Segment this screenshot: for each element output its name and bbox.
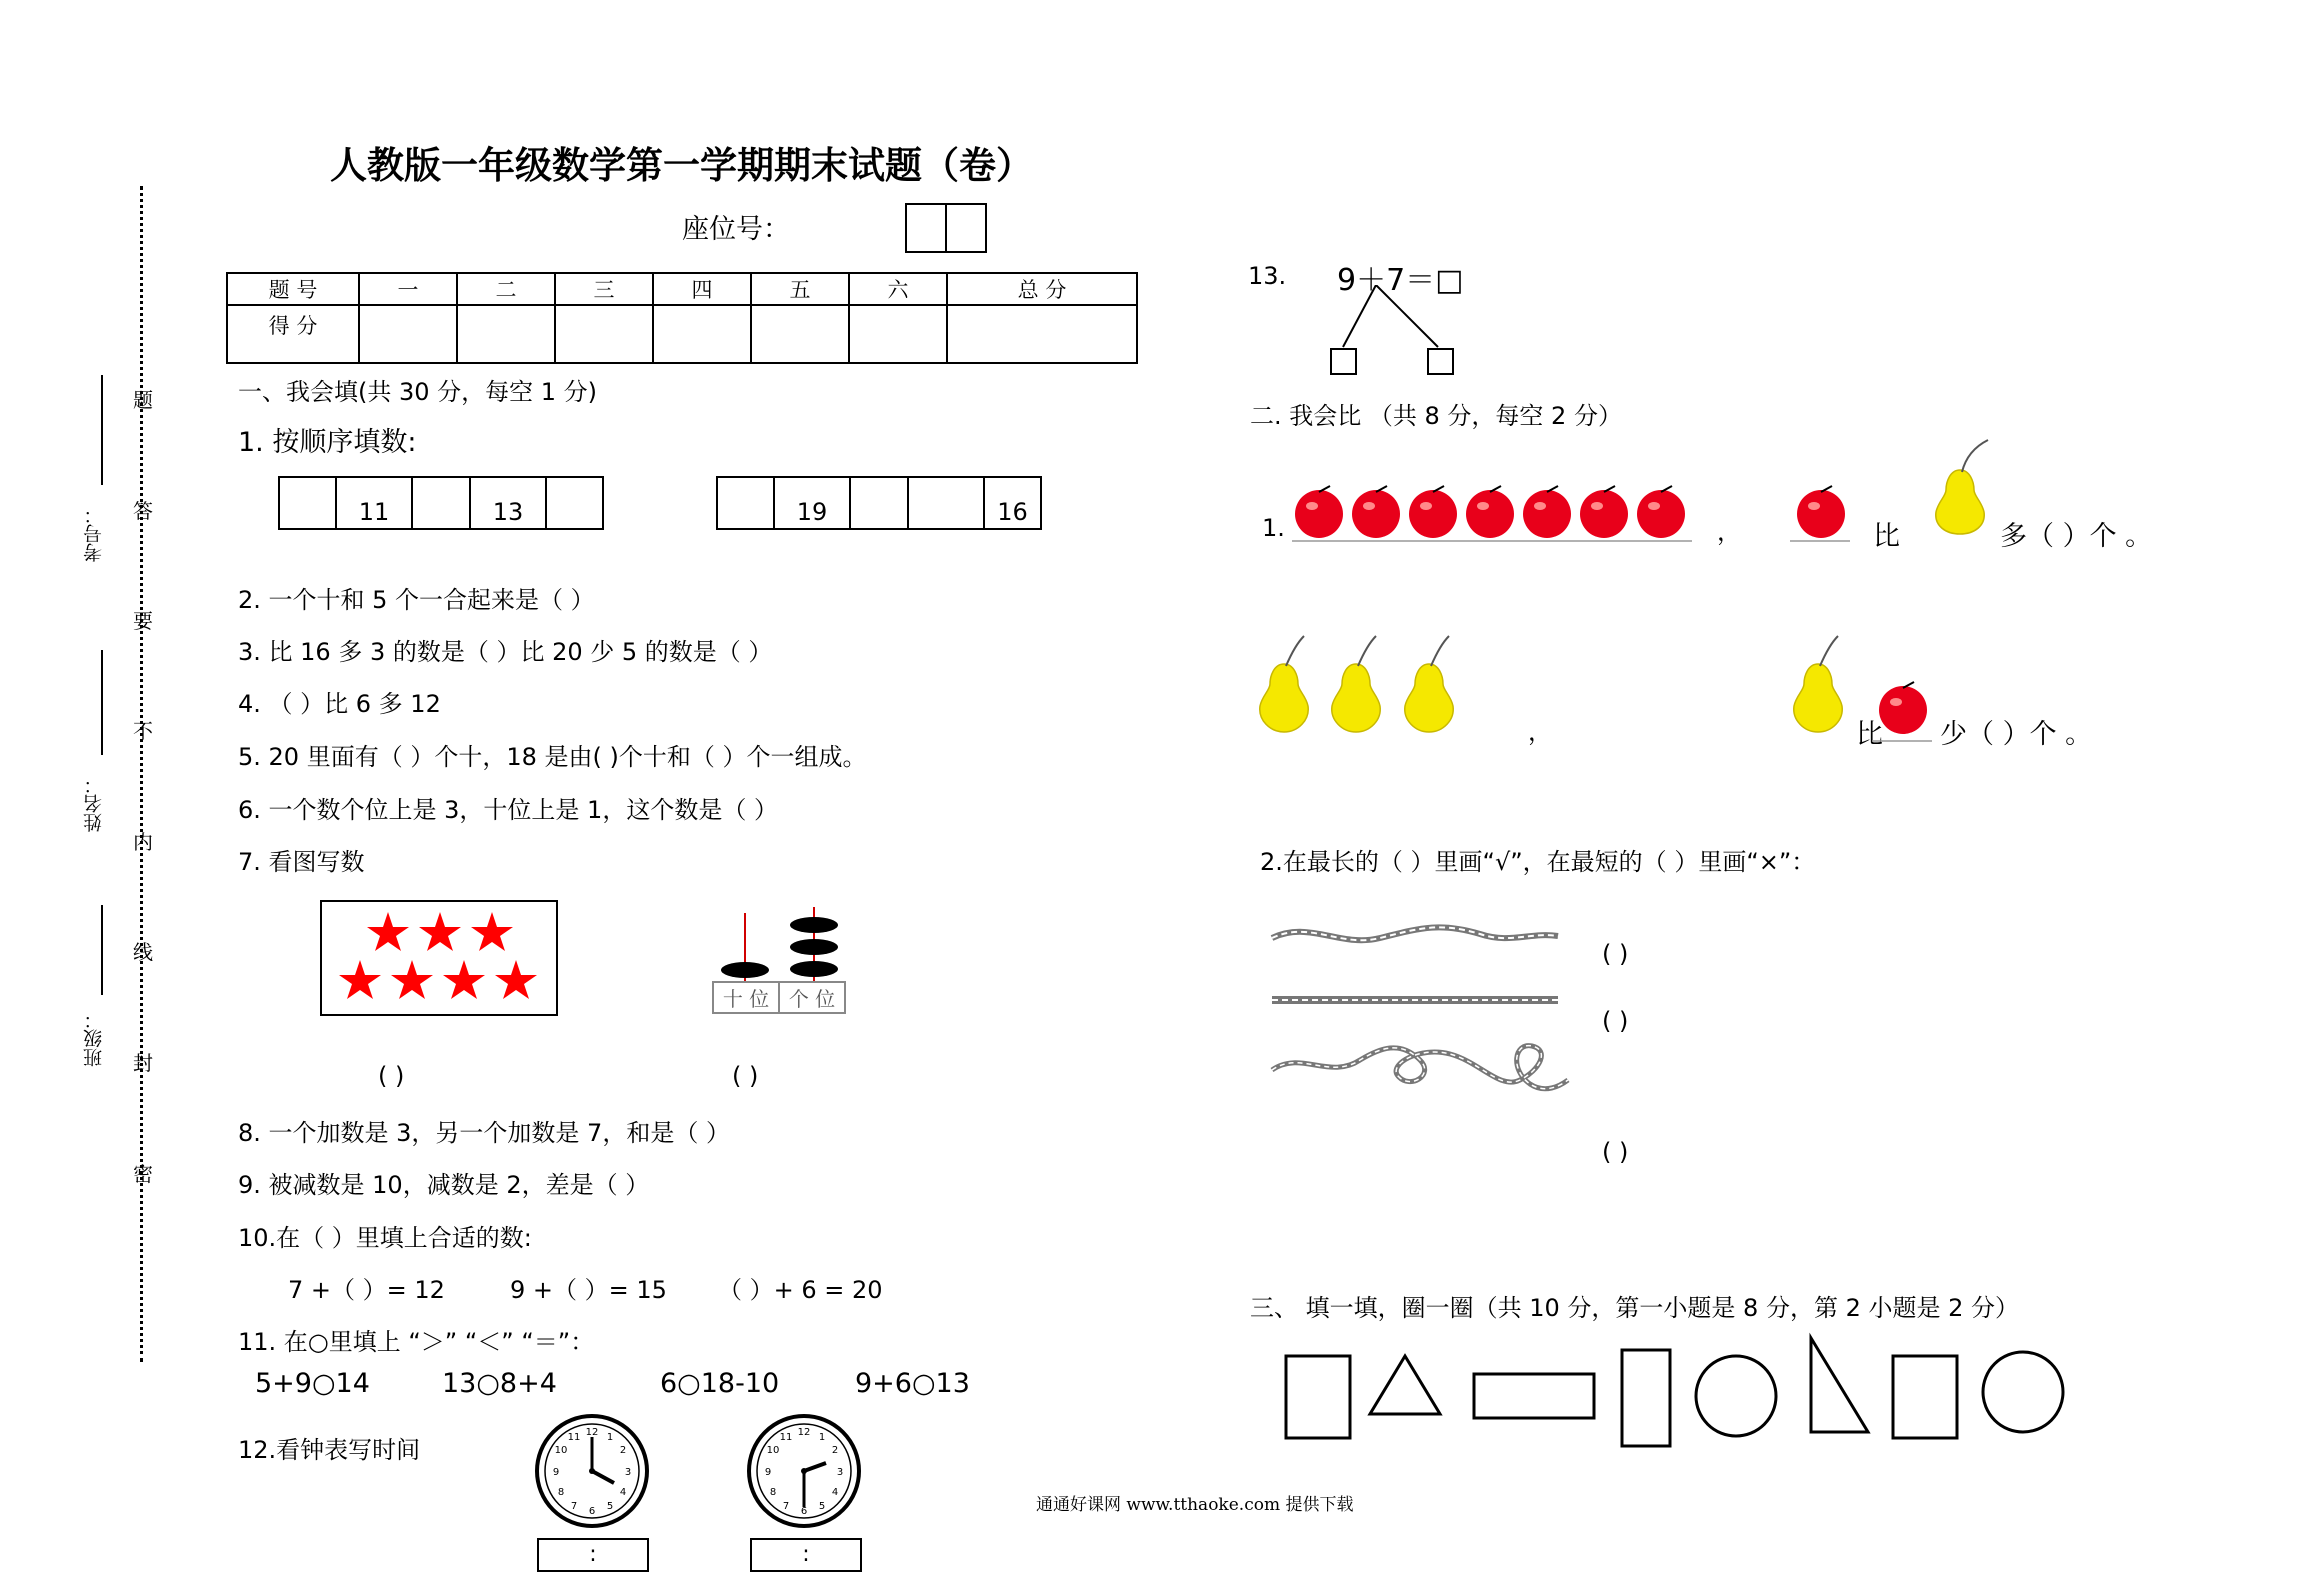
svg-text:6: 6 — [588, 1506, 596, 1517]
svg-text:9: 9 — [764, 1467, 772, 1478]
svg-text:5: 5 — [818, 1501, 826, 1512]
q11-item: 9+6○13 — [855, 1370, 970, 1398]
q6-text: 6. 一个数个位上是 3，十位上是 1，这个数是（ ） — [238, 796, 778, 824]
star-icon — [367, 912, 409, 951]
star-icon-group — [339, 912, 537, 999]
seq-cell[interactable] — [851, 478, 909, 528]
rope-curly-icon — [1270, 1030, 1570, 1110]
name-label: 姓名： — [83, 775, 105, 832]
svg-text:5: 5 — [606, 1501, 614, 1512]
score-table — [226, 272, 1138, 364]
exam-number-line — [101, 375, 103, 485]
score-cell[interactable] — [751, 305, 849, 363]
svg-text:1: 1 — [606, 1432, 614, 1443]
svg-text:4: 4 — [619, 1487, 627, 1498]
bond-box-left[interactable] — [1330, 348, 1357, 375]
svg-text:2: 2 — [831, 1445, 839, 1456]
clock-icon — [746, 1413, 862, 1529]
svg-text:9: 9 — [552, 1467, 560, 1478]
footer-text: 通通好课网 www.tthaoke.com 提供下载 — [1036, 1495, 1354, 1515]
sequence-a — [278, 476, 604, 530]
row1-comma: ， — [1717, 518, 1741, 546]
svg-text:7: 7 — [570, 1501, 578, 1512]
seal-char: 答 — [133, 499, 153, 523]
seal-char: 封 — [133, 1051, 153, 1075]
svg-text:8: 8 — [557, 1487, 565, 1498]
svg-text:12: 12 — [585, 1427, 599, 1438]
score-cell[interactable] — [359, 305, 457, 363]
row1-rest: 多（ ）个 。 — [2000, 521, 2153, 552]
abacus — [712, 905, 847, 1015]
pear-icon — [1924, 438, 1996, 538]
q11-item: 6○18-10 — [660, 1370, 780, 1398]
q13-expr: 9＋7＝□ — [1337, 263, 1464, 298]
class-label: 班级： — [83, 1010, 105, 1067]
q10-eq1: 7 +（ ）= 12 — [288, 1276, 445, 1304]
s2-q1-num: 1. — [1262, 514, 1285, 542]
score-header: 一 — [359, 273, 457, 305]
score-cell[interactable] — [555, 305, 653, 363]
seq-cell[interactable] — [413, 478, 471, 528]
svg-text:10: 10 — [554, 1445, 568, 1456]
page-title: 人教版一年级数学第一学期期末试题（卷） — [330, 143, 1033, 187]
q7-blank-1[interactable]: ( ) — [378, 1062, 405, 1090]
seal-char: 密 — [133, 1162, 153, 1186]
q2-text: 2. 一个十和 5 个一合起来是（ ） — [238, 586, 595, 614]
star-icon — [339, 960, 381, 999]
score-cell[interactable] — [457, 305, 555, 363]
sequence-b — [716, 476, 1042, 530]
seq-cell: 19 — [775, 478, 851, 528]
seq-cell[interactable] — [280, 478, 337, 528]
star-icons — [322, 902, 556, 1014]
seal-char: 线 — [133, 940, 153, 964]
seal-char: 内 — [133, 830, 153, 854]
class-line — [101, 905, 103, 995]
pear-icon — [1782, 632, 1854, 738]
seq-cell[interactable] — [909, 478, 985, 528]
score-header: 五 — [751, 273, 849, 305]
apple-icon — [1872, 678, 1938, 744]
q4-text: 4. （ ）比 6 多 12 — [238, 690, 441, 718]
apple-icon — [1790, 478, 1856, 544]
name-line — [101, 650, 103, 755]
apple-row — [1292, 478, 1702, 544]
seal-char: 题 — [133, 388, 153, 412]
seal-char: 要 — [133, 609, 153, 633]
star-icon — [495, 960, 537, 999]
row2-comma: ， — [1528, 718, 1552, 746]
q3-text: 3. 比 16 多 3 的数是（ ）比 20 少 5 的数是（ ） — [238, 638, 773, 666]
abacus-ones-label: 个 位 — [788, 987, 836, 1011]
star-icon — [443, 960, 485, 999]
q8-text: 8. 一个加数是 3，另一个加数是 7，和是（ ） — [238, 1119, 730, 1147]
svg-text:4: 4 — [831, 1487, 839, 1498]
abacus-tens-label: 十 位 — [714, 983, 780, 1012]
section1-heading: 一、我会填(共 30 分，每空 1 分) — [238, 378, 598, 406]
rope-wavy-icon — [1270, 918, 1560, 958]
seal-char: 不 — [133, 719, 153, 743]
apple-icons — [1295, 486, 1685, 538]
svg-text:8: 8 — [769, 1487, 777, 1498]
q10-eq3: （ ）+ 6 = 20 — [718, 1276, 883, 1304]
score-header: 题 号 — [227, 273, 359, 305]
section3-heading: 三、 填一填，圈一圈（共 10 分，第一小题是 8 分，第 2 小题是 2 分） — [1250, 1294, 2020, 1322]
pear-icons — [1260, 636, 1453, 732]
score-header: 总 分 — [947, 273, 1137, 305]
q10-text: 10.在（ ）里填上合适的数: — [238, 1224, 532, 1252]
score-cell[interactable] — [849, 305, 947, 363]
q11-items — [250, 1370, 990, 1398]
s2-q2-text: 2.在最长的（ ）里画“√”，在最短的（ ）里画“×”： — [1260, 848, 1816, 876]
shapes-row — [1276, 1332, 2116, 1452]
score-header: 二 — [457, 273, 555, 305]
q10-eq2: 9 +（ ）= 15 — [510, 1276, 667, 1304]
seq-cell: 16 — [997, 498, 1028, 526]
q13-num: 13. — [1248, 262, 1287, 290]
q11-item: 5+9○14 — [255, 1370, 370, 1398]
score-cell[interactable] — [653, 305, 751, 363]
time-colon: : — [802, 1542, 810, 1567]
rope-straight-icon — [1270, 990, 1560, 1010]
star-icon — [419, 912, 461, 951]
q1-text: 1. 按顺序填数: — [238, 427, 417, 458]
right-triangle-shape — [1811, 1338, 1868, 1432]
exam-number-label: 考号： — [83, 505, 105, 562]
rectangle-wide-shape — [1474, 1374, 1594, 1418]
svg-text:3: 3 — [624, 1467, 632, 1478]
svg-text:7: 7 — [782, 1501, 790, 1512]
svg-text:12: 12 — [797, 1427, 811, 1438]
q11-item: 13○8+4 — [442, 1370, 557, 1398]
time-answer-box[interactable] — [537, 1538, 649, 1572]
circle-shape — [1696, 1356, 1776, 1436]
svg-text:10: 10 — [766, 1445, 780, 1456]
q9-text: 9. 被减数是 10，减数是 2，差是（ ） — [238, 1171, 650, 1199]
svg-text:2: 2 — [619, 1445, 627, 1456]
q7-blank-2[interactable]: ( ) — [732, 1062, 759, 1090]
stars-picture — [320, 900, 558, 1016]
star-icon — [471, 912, 513, 951]
seq-cell[interactable] — [718, 478, 775, 528]
seq-cell[interactable] — [547, 478, 602, 528]
rope-answer-2[interactable]: ( ) — [1602, 1007, 1629, 1035]
triangle-shape — [1370, 1356, 1440, 1414]
score-header: 四 — [653, 273, 751, 305]
svg-text:1: 1 — [818, 1432, 826, 1443]
score-cell[interactable] — [947, 305, 1137, 363]
seat-box-2[interactable] — [945, 203, 987, 253]
seat-box-1[interactable] — [905, 203, 947, 253]
abacus-beads — [712, 905, 847, 983]
circle-shape — [1983, 1352, 2063, 1432]
square-shape — [1893, 1356, 1957, 1438]
score-header: 三 — [555, 273, 653, 305]
score-header: 六 — [849, 273, 947, 305]
time-answer-box[interactable] — [750, 1538, 862, 1572]
rope-answer-3[interactable]: ( ) — [1602, 1138, 1629, 1166]
pear-row — [1248, 632, 1478, 742]
rectangle-tall-shape — [1286, 1356, 1350, 1438]
svg-text:3: 3 — [836, 1467, 844, 1478]
seq-cell: 13 — [471, 478, 547, 528]
q5-text: 5. 20 里面有（ ）个十，18 是由( )个十和（ ）个一组成。 — [238, 743, 867, 771]
seat-label: 座位号： — [682, 214, 790, 245]
time-colon: : — [589, 1542, 597, 1567]
q11-text: 11. 在○里填上 “＞” “＜” “＝”： — [238, 1328, 595, 1356]
row1-bi: 比 — [1873, 521, 1900, 552]
row2-rest: 少（ ）个 。 — [1940, 719, 2093, 750]
svg-text:11: 11 — [779, 1432, 793, 1443]
bond-box-right[interactable] — [1427, 348, 1454, 375]
score-row-label: 得 分 — [227, 305, 359, 363]
seq-cell: 11 — [337, 478, 413, 528]
rope-answer-1[interactable]: ( ) — [1602, 940, 1629, 968]
q7-text: 7. 看图写数 — [238, 848, 365, 876]
clock-icon — [534, 1413, 650, 1529]
section2-heading: 二. 我会比 （共 8 分，每空 2 分） — [1250, 402, 1622, 430]
row2-bi: 比 — [1856, 719, 1883, 750]
star-icon — [391, 960, 433, 999]
svg-text:11: 11 — [567, 1432, 581, 1443]
q12-text: 12.看钟表写时间 — [238, 1436, 421, 1464]
svg-text:6: 6 — [800, 1506, 808, 1517]
rectangle-vertical-shape — [1622, 1350, 1670, 1446]
